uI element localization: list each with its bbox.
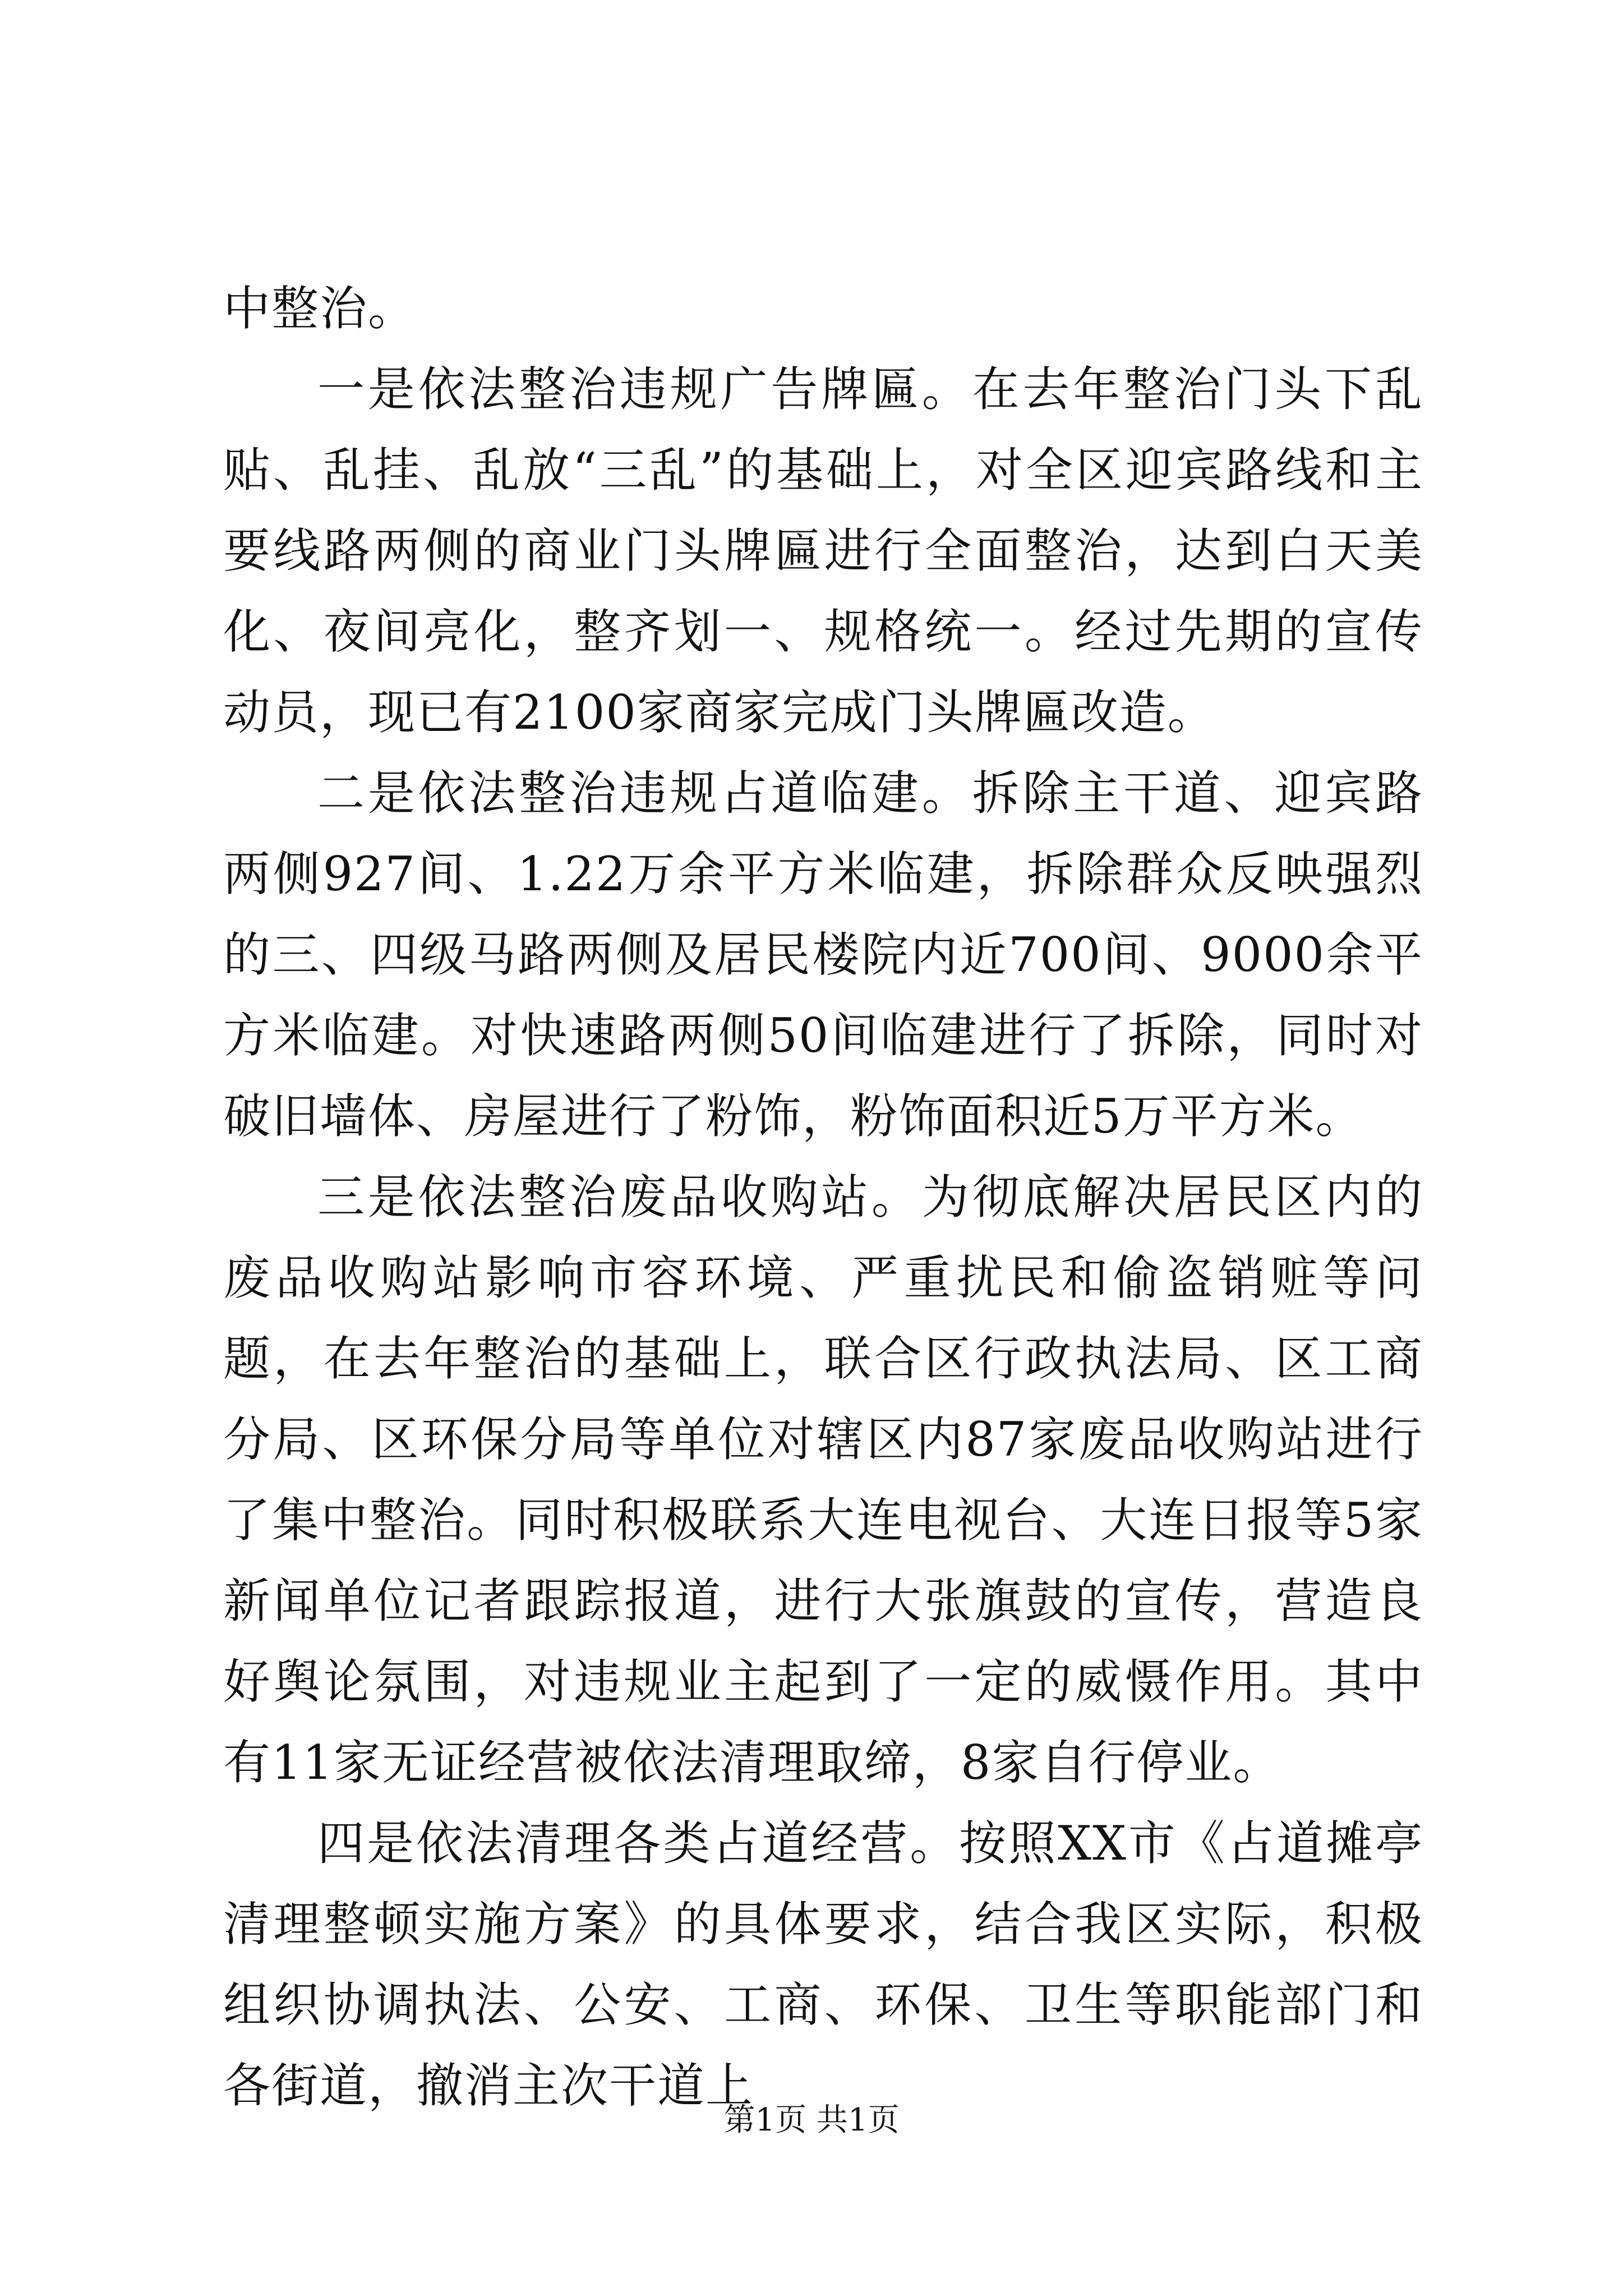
- document-body: [223, 268, 1423, 2126]
- paragraph-street-vending: 四是依法清理各类占道经营。按照XX市《占道摊亭清理整顿实施方案》的具体要求，结合我区实际，积极组织协调执法、公安、工商、环保、卫生等职能部门和各街道，撤消主次干道上: [223, 1816, 1423, 2113]
- paragraph-advertising-signs: 一是依法整治违规广告牌匾。在去年整治门头下乱贴、乱挂、乱放“三乱”的基础上，对全区迎宾路线和主要线路两侧的商业门头牌匾进行全面整治，达到白天美化、夜间亮化，整齐划一、规格统一。经过先期的宣传动员，现已有2100家商家完成门头牌匾改造。: [223, 362, 1423, 740]
- paragraph-illegal-structures: 二是依法整治违规占道临建。拆除主干道、迎宾路两侧927间、1.22万余平方米临建，拆除群众反映强烈的三、四级马路两侧及居民楼院内近700间、9000余平方米临建。对快速路两侧50间临建进行了拆除，同时对破旧墙体、房屋进行了粉饰，粉饰面积近5万平方米。: [223, 766, 1423, 1144]
- paragraph-continuation: 中整治。: [223, 281, 417, 336]
- page-footer: 第1页 共1页: [723, 2102, 900, 2138]
- paragraph-recycling-stations: 三是依法整治废品收购站。为彻底解决居民区内的废品收购站影响市容环境、严重扰民和偷盗销赃等问题，在去年整治的基础上，联合区行政执法局、区工商分局、区环保分局等单位对辖区内87家废品收购站进行了集中整治。同时积极联系大连电视台、大连日报等5家新闻单位记者跟踪报道，进行大张旗鼓的宣传，营造良好舆论氛围，对违规业主起到了一定的威慑作用。其中有11家无证经营被依法清理取缔，8家自行停业。: [223, 1170, 1423, 1790]
